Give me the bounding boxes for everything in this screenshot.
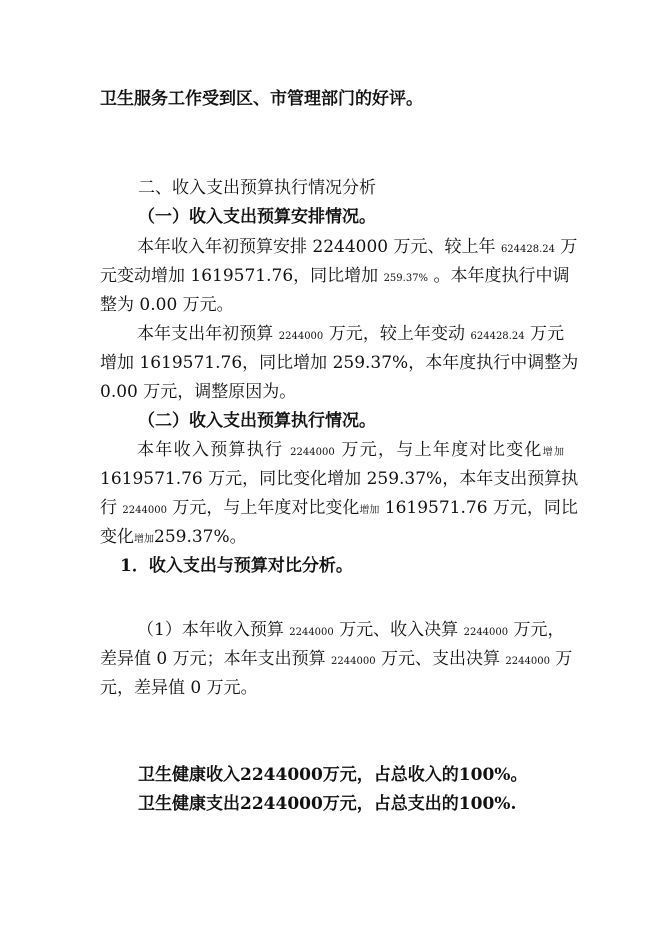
text: ，本年度执行中调整为 xyxy=(408,353,579,373)
text: 1619571.76 xyxy=(100,469,203,489)
text: 变化 xyxy=(100,527,134,547)
text: 增加 xyxy=(542,447,565,458)
text: ，同比增加 xyxy=(242,353,328,373)
s1-p2-line2 xyxy=(100,352,579,374)
item-1-line1 xyxy=(137,619,564,644)
s1-p2-line1 xyxy=(137,323,564,348)
section-heading: 二、收入支出预算执行情况分析 xyxy=(138,178,376,198)
s1-p2-line3 xyxy=(100,381,570,403)
text: 行 xyxy=(100,498,117,518)
text: 0.00 xyxy=(100,382,138,402)
text: 万 xyxy=(555,649,573,669)
closing-line: 卫生服务工作受到区、市管理部门的好评。 xyxy=(100,89,423,109)
text: 万元，同比 xyxy=(492,498,578,518)
text: 。本年度执行中调 xyxy=(433,266,570,286)
text: 元，差异值 xyxy=(100,678,185,698)
text: 万元，调整原因为。 xyxy=(143,382,297,402)
s2-p1-line2 xyxy=(100,468,579,490)
text: 259.37% xyxy=(332,353,409,373)
s1-p1-line1 xyxy=(137,236,578,261)
s1-p1-line2 xyxy=(100,265,570,290)
text: 2244000 xyxy=(312,237,389,257)
text: 万元、支出决算 xyxy=(381,649,500,669)
text: 整为 xyxy=(100,295,134,315)
text: 本年收入年初预算安排 xyxy=(137,237,307,257)
text: 万元。 xyxy=(206,678,258,698)
text: 2244000 xyxy=(290,447,335,458)
text: 万元、收入决算 xyxy=(339,620,459,640)
subsection-1-heading: （一）收入支出预算安排情况。 xyxy=(138,207,376,227)
text: 增加 xyxy=(100,353,134,373)
text: 元变动增加 xyxy=(100,266,185,286)
text: 624428.24 xyxy=(470,331,525,342)
subsection-2-heading: （二）收入支出预算执行情况。 xyxy=(138,411,376,431)
text: 万元，较上年变动 xyxy=(328,324,466,344)
text: 2244000 xyxy=(289,627,334,638)
text: 万元；本年支出预算 xyxy=(172,649,326,669)
text: 2244000 xyxy=(505,656,550,667)
text: 259.37% xyxy=(366,469,443,489)
text: 万元，与上年度对比变化 xyxy=(172,498,360,518)
text: 0.00 xyxy=(139,295,178,315)
item-1-line3 xyxy=(100,677,570,699)
item-1-line2 xyxy=(100,648,573,673)
text: 259.37% xyxy=(154,527,230,547)
s2-p1-line4 xyxy=(100,526,570,551)
item-1-heading: 1．收入支出与预算对比分析。 xyxy=(120,556,353,576)
text: 。 xyxy=(229,527,247,547)
text: 259.37% xyxy=(383,273,429,284)
text: 本年支出年初预算 xyxy=(137,324,274,344)
text: 2244000 xyxy=(122,505,167,516)
text: 本年收入预算执行 xyxy=(137,440,284,460)
summary-income: 卫生健康收入2244000万元，占总收入的100%。 xyxy=(138,765,528,785)
text: 差异值 xyxy=(100,649,151,669)
text: ，本年支出预算执 xyxy=(442,469,579,489)
text: 万元 xyxy=(530,324,565,344)
s2-p1-line3 xyxy=(100,497,578,522)
text: 1619571.76 xyxy=(139,353,243,373)
text: 增加 xyxy=(134,534,154,545)
text: 2244000 xyxy=(278,331,324,342)
text: 增加 xyxy=(359,505,380,516)
text: ，同比增加 xyxy=(293,266,379,286)
text: 万元、较上年 xyxy=(393,237,496,257)
text: 万元。 xyxy=(182,295,234,315)
text: 万元，同比变化增加 xyxy=(208,469,362,489)
text: 624428.24 xyxy=(500,244,556,255)
text: 2244000 xyxy=(463,627,509,638)
text: 1619571.76 xyxy=(190,266,294,286)
text: 1619571.76 xyxy=(384,498,488,518)
text: 万 xyxy=(560,237,578,257)
summary-expense: 卫生健康支出2244000万元，占总支出的100%. xyxy=(138,794,517,814)
text: （1）本年收入预算 xyxy=(137,620,284,640)
s2-p1-line1 xyxy=(137,439,564,464)
text: 万元， xyxy=(513,620,565,640)
text: 万元，与上年度对比变化 xyxy=(341,440,543,460)
text: 0 xyxy=(156,649,168,669)
text: 2244000 xyxy=(331,656,376,667)
text: 0 xyxy=(190,678,202,698)
s1-p1-line3 xyxy=(100,294,570,316)
